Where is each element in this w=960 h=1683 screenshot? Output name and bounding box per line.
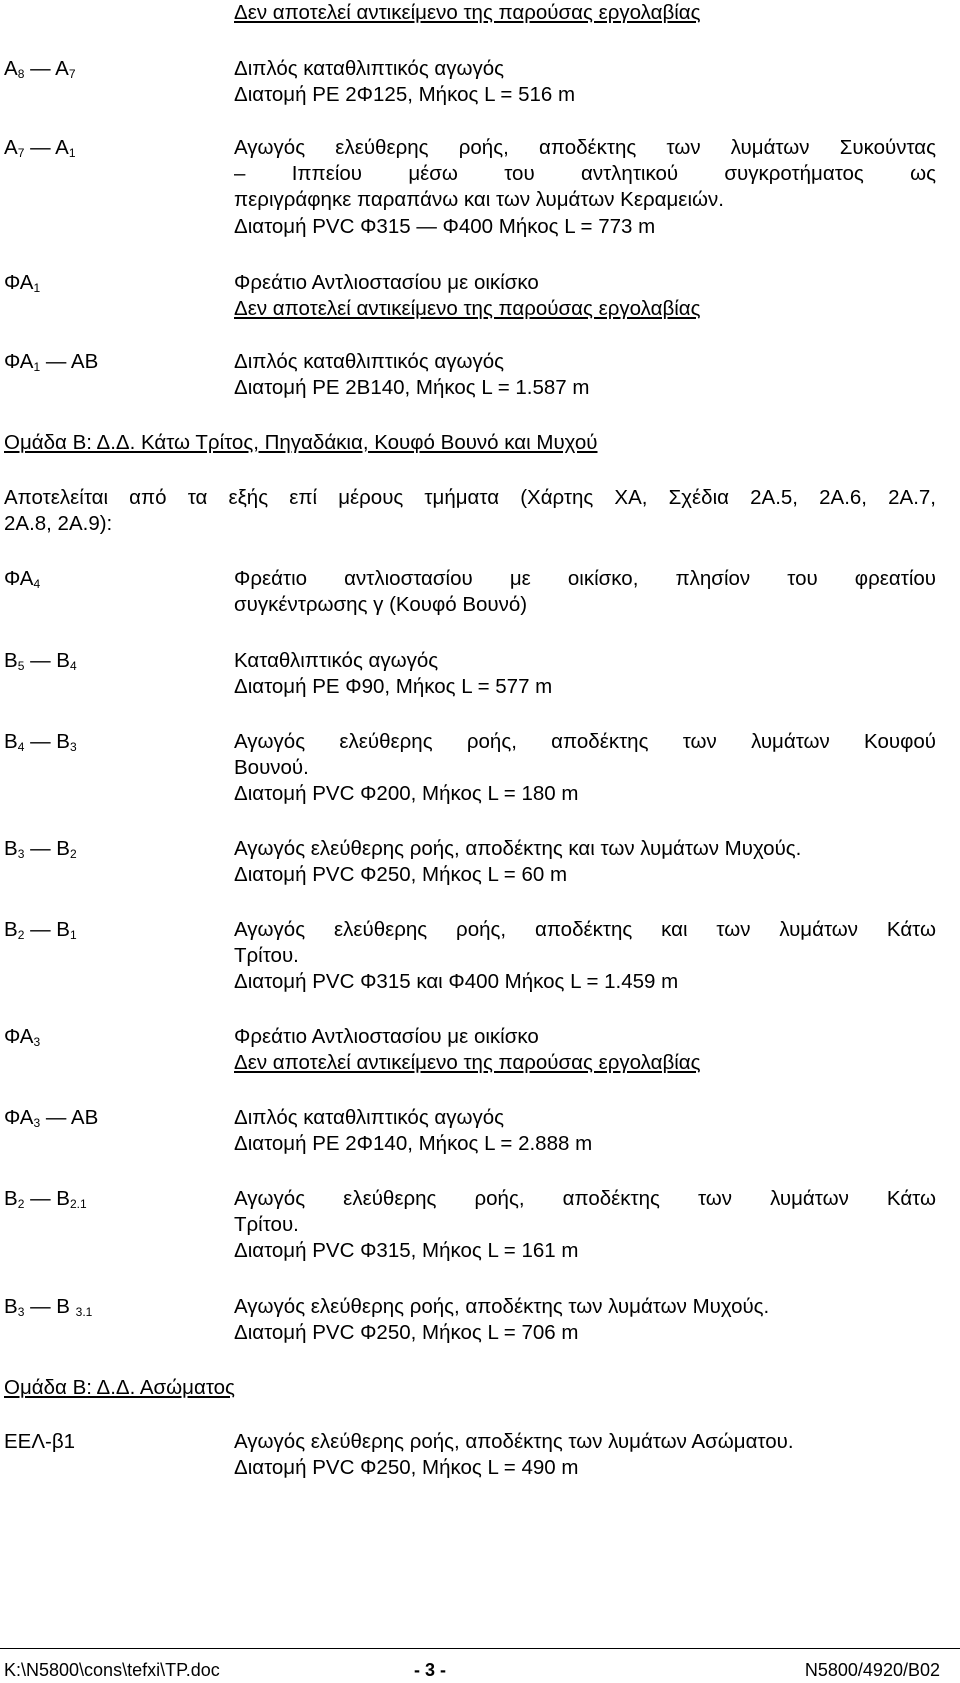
segment-label: $\Phi A_3$ — ΑΒ xyxy=(4,1106,99,1130)
segment-label: $\Phi A_3$ xyxy=(4,1025,41,1049)
segment-description: Αγωγός ελεύθερης ροής, αποδέκτης των λυμάτων Κάτω Τρίτου. Διατομή PVC Φ315, Μήκος L = 161 m xyxy=(234,1187,936,1263)
segment-description: Διπλός καταθλιπτικός αγωγός Διατομή PE 2Φ125, Μήκος L = 516 m xyxy=(234,57,576,107)
footer-file-path: K:\N5800\cons\tefxi\TP.doc xyxy=(4,1660,220,1680)
segment-description: Αγωγός ελεύθερης ροής, αποδέκτης των λυμάτων Συκούντας – Ιππείου μέσω του αντλητικού συγκροτήματος ως περιγράφηκε παραπάνω και των λυμάτων Κεραμειών. Διατομή PVC Φ315 — Φ400 Μήκος L = 773 m xyxy=(234,136,936,238)
segment-label: $B_5$ — $B_4$ xyxy=(4,649,77,673)
segment-label: $A_7$ — $A_1$ xyxy=(4,136,76,160)
footer-document-code: N5800/4920/B02 xyxy=(804,1660,940,1680)
segment-label: $B_3$ — $B_2$ xyxy=(4,837,77,861)
segment-description: Αγωγός ελεύθερης ροής, αποδέκτης των λυμάτων Μυχούς. Διατομή PVC Φ250, Μήκος L = 706 m xyxy=(234,1295,770,1345)
segment-label: $B_4$ — $B_3$ xyxy=(4,730,77,754)
segment-label: $B_2$ — $B_1$ xyxy=(4,918,77,942)
segment-description: Φρεάτιο Αντλιοστασίου με οικίσκο Δεν αποτελεί αντικείμενο της παρούσας εργολαβίας xyxy=(234,1025,701,1075)
segment-description: Φρεάτιο Αντλιοστασίου με οικίσκο Δεν αποτελεί αντικείμενο της παρούσας εργολαβίας xyxy=(234,271,701,321)
group-b-intro: Αποτελείται από τα εξής επί μέρους τμήματα (Χάρτης ΧΑ, Σχέδια 2Α.5, 2Α.6, 2Α.7, 2Α.8, 2Α.9): xyxy=(4,486,936,536)
segment-description: Αγωγός ελεύθερης ροής, αποδέκτης των λυμάτων Κουφού Βουνού. Διατομή PVC Φ200, Μήκος L = 180 m xyxy=(234,730,936,806)
segment-description: Φρεάτιο αντλιοστασίου με οικίσκο, πλησίον του φρεατίου συγκέντρωσης γ (Κουφό Βουνό) xyxy=(234,567,936,617)
segment-label: $B_2$ — $B_{2.1}$ xyxy=(4,1187,87,1211)
top-note: Δεν αποτελεί αντικείμενο της παρούσας εργολαβίας xyxy=(234,1,701,24)
page-footer xyxy=(0,1648,960,1683)
segment-description: Καταθλιπτικός αγωγός Διατομή PE Φ90, Μήκος L = 577 m xyxy=(234,649,553,699)
segment-label: $\Phi A_1$ — ΑΒ xyxy=(4,350,99,374)
segment-label: $B_3$ — Β $_{3.1}$ xyxy=(4,1295,93,1319)
segment-label: $A_8$ — $A_7$ xyxy=(4,57,76,81)
group-b-heading: Ομάδα Β: Δ.Δ. Κάτω Τρίτος, Πηγαδάκια, Κουφό Βουνό και Μυχού xyxy=(4,431,598,454)
segment-description: Αγωγός ελεύθερης ροής, αποδέκτης των λυμάτων Ασώματου. Διατομή PVC Φ250, Μήκος L = 490 m xyxy=(234,1430,794,1480)
segment-description: Διπλός καταθλιπτικός αγωγός Διατομή PE 2Φ140, Μήκος L = 2.888 m xyxy=(234,1106,593,1156)
group-b-asomatos-heading: Ομάδα Β: Δ.Δ. Ασώματος xyxy=(4,1376,235,1399)
segment-label: $\Phi A_4$ xyxy=(4,567,41,591)
segment-label: ΕΕΛ-β1 xyxy=(4,1430,76,1453)
segment-description: Διπλός καταθλιπτικός αγωγός Διατομή PE 2Β140, Μήκος L = 1.587 m xyxy=(234,350,590,400)
segment-description: Αγωγός ελεύθερης ροής, αποδέκτης και των λυμάτων Μυχούς. Διατομή PVC Φ250, Μήκος L = 60 m xyxy=(234,837,802,887)
footer-page-number: - 3 - xyxy=(414,1660,447,1680)
segment-label: $\Phi A_1$ xyxy=(4,271,41,295)
segment-description: Αγωγός ελεύθερης ροής, αποδέκτης και των λυμάτων Κάτω Τρίτου. Διατομή PVC Φ315 και Φ400 Μήκος L = 1.459 m xyxy=(234,918,936,994)
